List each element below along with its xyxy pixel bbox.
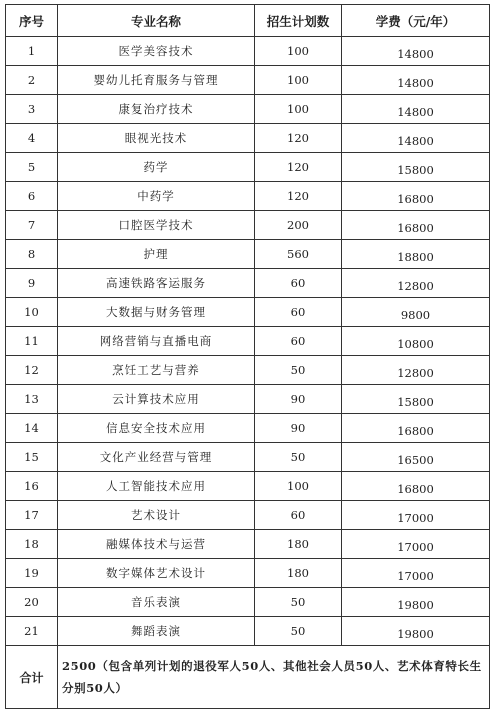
row-quota: 100 [255,66,342,95]
row-fee: 17000 [342,530,490,559]
row-major: 烹饪工艺与营养 [58,356,255,385]
row-quota: 100 [255,472,342,501]
row-quota: 60 [255,501,342,530]
row-major: 口腔医学技术 [58,211,255,240]
enrollment-plan-table [5,4,490,709]
row-major: 文化产业经营与管理 [58,443,255,472]
header-fee: 学费（元/年） [342,5,490,37]
row-quota: 50 [255,588,342,617]
row-fee: 10800 [342,327,490,356]
row-quota: 60 [255,269,342,298]
table-row [6,124,490,153]
row-fee: 15800 [342,153,490,182]
row-fee: 16500 [342,443,490,472]
row-fee: 18800 [342,240,490,269]
row-quota: 180 [255,530,342,559]
table-row [6,327,490,356]
row-fee: 19800 [342,588,490,617]
row-major: 舞蹈表演 [58,617,255,646]
row-index: 17 [6,501,58,530]
row-major: 眼视光技术 [58,124,255,153]
row-major: 艺术设计 [58,501,255,530]
table-row [6,530,490,559]
table-row [6,559,490,588]
table-body [6,37,490,646]
row-major: 高速铁路客运服务 [58,269,255,298]
row-quota: 50 [255,443,342,472]
row-major: 网络营销与直播电商 [58,327,255,356]
row-quota: 60 [255,327,342,356]
row-index: 9 [6,269,58,298]
row-index: 14 [6,414,58,443]
row-index: 21 [6,617,58,646]
row-quota: 120 [255,153,342,182]
row-index: 15 [6,443,58,472]
row-index: 3 [6,95,58,124]
header-index: 序号 [6,5,58,37]
row-fee: 16800 [342,182,490,211]
row-fee: 9800 [342,298,490,327]
total-label: 合计 [6,646,58,709]
row-quota: 180 [255,559,342,588]
header-row [6,5,490,37]
row-fee: 16800 [342,211,490,240]
row-major: 数字媒体艺术设计 [58,559,255,588]
row-fee: 15800 [342,385,490,414]
row-major: 护理 [58,240,255,269]
row-quota: 200 [255,211,342,240]
row-index: 5 [6,153,58,182]
table-row [6,182,490,211]
row-major: 云计算技术应用 [58,385,255,414]
total-row [6,646,490,709]
table-row [6,472,490,501]
table-row [6,37,490,66]
row-index: 1 [6,37,58,66]
row-fee: 16800 [342,414,490,443]
row-major: 融媒体技术与运营 [58,530,255,559]
row-major: 中药学 [58,182,255,211]
row-index: 13 [6,385,58,414]
row-major: 信息安全技术应用 [58,414,255,443]
table-row [6,385,490,414]
row-fee: 17000 [342,501,490,530]
row-quota: 50 [255,356,342,385]
header-major: 专业名称 [58,5,255,37]
row-major: 人工智能技术应用 [58,472,255,501]
total-description: 2500（包含单列计划的退役军人50人、其他社会人员50人、艺术体育特长生分别50人） [58,646,490,709]
row-fee: 19800 [342,617,490,646]
table-row [6,95,490,124]
row-fee: 14800 [342,95,490,124]
row-fee: 14800 [342,66,490,95]
table-row [6,617,490,646]
table-footer [6,646,490,709]
row-fee: 12800 [342,356,490,385]
row-major: 婴幼儿托育服务与管理 [58,66,255,95]
table-row [6,356,490,385]
row-major: 康复治疗技术 [58,95,255,124]
table-row [6,66,490,95]
table-row [6,443,490,472]
row-quota: 100 [255,95,342,124]
row-index: 4 [6,124,58,153]
row-fee: 17000 [342,559,490,588]
row-major: 音乐表演 [58,588,255,617]
header-quota: 招生计划数 [255,5,342,37]
row-index: 8 [6,240,58,269]
table-row [6,211,490,240]
row-major: 大数据与财务管理 [58,298,255,327]
row-index: 7 [6,211,58,240]
row-quota: 90 [255,414,342,443]
table-row [6,153,490,182]
row-fee: 14800 [342,124,490,153]
row-index: 16 [6,472,58,501]
row-fee: 12800 [342,269,490,298]
row-index: 18 [6,530,58,559]
row-index: 12 [6,356,58,385]
row-quota: 60 [255,298,342,327]
row-index: 10 [6,298,58,327]
table-row [6,588,490,617]
row-index: 11 [6,327,58,356]
row-fee: 16800 [342,472,490,501]
row-index: 6 [6,182,58,211]
table-row [6,501,490,530]
row-quota: 560 [255,240,342,269]
table-row [6,269,490,298]
row-major: 药学 [58,153,255,182]
row-quota: 50 [255,617,342,646]
row-quota: 100 [255,37,342,66]
enrollment-table-container [5,4,490,709]
row-fee: 14800 [342,37,490,66]
row-index: 2 [6,66,58,95]
row-quota: 120 [255,182,342,211]
table-row [6,298,490,327]
row-major: 医学美容技术 [58,37,255,66]
row-quota: 90 [255,385,342,414]
table-row [6,414,490,443]
table-header [6,5,490,37]
row-index: 20 [6,588,58,617]
table-row [6,240,490,269]
row-quota: 120 [255,124,342,153]
row-index: 19 [6,559,58,588]
